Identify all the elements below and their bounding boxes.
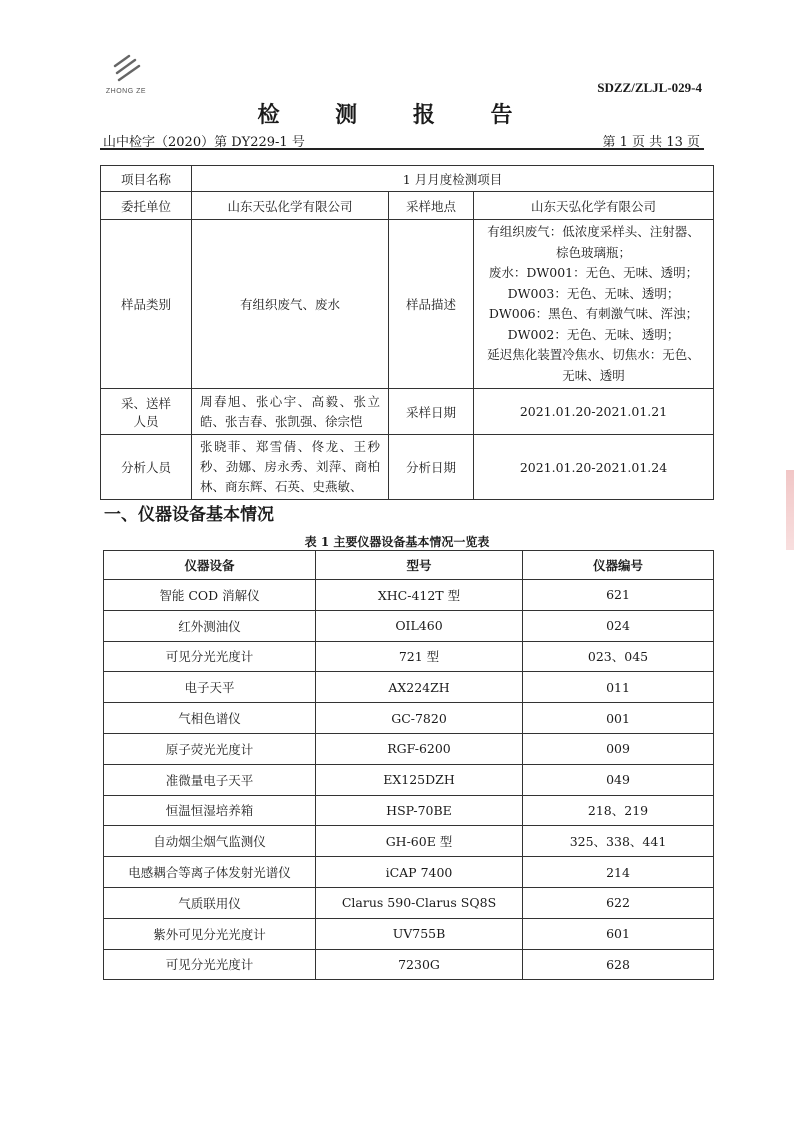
- table-row: [104, 918, 714, 949]
- device-name-cell: 可见分光光度计: [104, 641, 316, 672]
- project-label: 项目名称: [101, 166, 192, 192]
- device-number-cell: 011: [523, 672, 714, 703]
- project-value: 1 月月度检测项目: [192, 166, 714, 192]
- model-cell: Clarus 590-Clarus SQ8S: [316, 887, 523, 918]
- desc-label: 样品描述: [389, 220, 474, 389]
- site-value: 山东天弘化学有限公司: [474, 192, 714, 220]
- client-label: 委托单位: [101, 192, 192, 220]
- table-row: [104, 580, 714, 611]
- table-row: [101, 389, 714, 435]
- model-cell: AX224ZH: [316, 672, 523, 703]
- device-number-cell: 214: [523, 857, 714, 888]
- device-name-cell: 紫外可见分光光度计: [104, 918, 316, 949]
- sampler-label-line: 采、送样: [120, 395, 171, 411]
- device-name-cell: 气质联用仪: [104, 887, 316, 918]
- table-row: [104, 703, 714, 734]
- report-number: 山中检字（2020）第 DY229-1 号: [103, 135, 305, 150]
- table-header-row: [104, 551, 714, 580]
- model-cell: 7230G: [316, 949, 523, 980]
- sampling-date-value: 2021.01.20-2021.01.21: [474, 389, 714, 435]
- device-number-cell: 023、045: [523, 641, 714, 672]
- analyst-value: 张晓菲、郑雪倩、佟龙、王秒秒、劲娜、房永秀、刘萍、商柏林、商东辉、石英、史燕敏、: [192, 435, 389, 500]
- model-cell: OIL460: [316, 610, 523, 641]
- table-row: [104, 795, 714, 826]
- header-device: 仪器设备: [104, 551, 316, 580]
- device-name-cell: 电感耦合等离子体发射光谱仪: [104, 857, 316, 888]
- sample-description: [474, 220, 714, 389]
- category-value: 有组织废气、废水: [192, 220, 389, 389]
- sampling-date-label: 采样日期: [389, 389, 474, 435]
- seal-stamp-edge: [786, 470, 794, 550]
- device-name-cell: 智能 COD 消解仪: [104, 580, 316, 611]
- equipment-table: [103, 550, 714, 980]
- desc-line: DW002：无色、无味、透明；: [507, 326, 680, 342]
- device-number-cell: 009: [523, 733, 714, 764]
- model-cell: XHC-412T 型: [316, 580, 523, 611]
- table-caption: 表 1 主要仪器设备基本情况一览表: [304, 535, 490, 549]
- header-divider: [100, 148, 704, 150]
- page-title: 检 测 报 告: [257, 102, 537, 128]
- header-model: 型号: [316, 551, 523, 580]
- device-name-cell: 电子天平: [104, 672, 316, 703]
- model-cell: HSP-70BE: [316, 795, 523, 826]
- document-code: SDZZ/ZLJL-029-4: [597, 80, 702, 95]
- logo-text: ZHONG ZE: [105, 88, 147, 95]
- device-name-cell: 可见分光光度计: [104, 949, 316, 980]
- table-row: [101, 192, 714, 220]
- device-number-cell: 024: [523, 610, 714, 641]
- device-number-cell: 001: [523, 703, 714, 734]
- project-info-table: [100, 165, 714, 500]
- sampler-label: [101, 389, 192, 435]
- desc-line: DW003：无色、无味、透明；: [507, 285, 680, 301]
- table-row: [104, 641, 714, 672]
- device-name-cell: 准微量电子天平: [104, 764, 316, 795]
- client-value: 山东天弘化学有限公司: [192, 192, 389, 220]
- table-row: [104, 672, 714, 703]
- device-number-cell: 049: [523, 764, 714, 795]
- table-row: [104, 610, 714, 641]
- model-cell: GC-7820: [316, 703, 523, 734]
- desc-line: 延迟焦化装置冷焦水、切焦水：无色、: [487, 347, 700, 362]
- model-cell: GH-60E 型: [316, 826, 523, 857]
- table-row: [104, 887, 714, 918]
- device-number-cell: 628: [523, 949, 714, 980]
- desc-line: 无味、透明: [562, 367, 625, 383]
- section-heading: 一、仪器设备基本情况: [104, 505, 274, 525]
- table-row: [101, 220, 714, 389]
- analyst-label: 分析人员: [101, 435, 192, 500]
- device-number-cell: 325、338、441: [523, 826, 714, 857]
- device-name-cell: 气相色谱仪: [104, 703, 316, 734]
- analysis-date-value: 2021.01.20-2021.01.24: [474, 435, 714, 500]
- device-number-cell: 622: [523, 887, 714, 918]
- table-row: [104, 857, 714, 888]
- device-name-cell: 恒温恒湿培养箱: [104, 795, 316, 826]
- sampler-value: 周春旭、张心宇、高毅、张立皓、张吉春、张凯强、徐宗恺: [192, 389, 389, 435]
- table-row: [101, 166, 714, 192]
- analysis-date-label: 分析日期: [389, 435, 474, 500]
- equipment-table-body: [104, 580, 714, 980]
- device-name-cell: 红外测油仪: [104, 610, 316, 641]
- device-name-cell: 原子荧光光度计: [104, 733, 316, 764]
- site-label: 采样地点: [389, 192, 474, 220]
- logo-mark-icon: [109, 52, 143, 86]
- category-label: 样品类别: [101, 220, 192, 389]
- device-number-cell: 621: [523, 580, 714, 611]
- company-logo: [100, 52, 152, 95]
- table-row: [104, 764, 714, 795]
- model-cell: iCAP 7400: [316, 857, 523, 888]
- model-cell: UV755B: [316, 918, 523, 949]
- model-cell: RGF-6200: [316, 733, 523, 764]
- table-row: [104, 949, 714, 980]
- table-row: [104, 733, 714, 764]
- desc-line: 废水：DW001：无色、无味、透明；: [488, 265, 699, 280]
- page-info: 第 1 页 共 13 页: [602, 135, 700, 150]
- sampler-label-line: 人员: [133, 413, 159, 429]
- device-name-cell: 自动烟尘烟气监测仪: [104, 826, 316, 857]
- device-number-cell: 601: [523, 918, 714, 949]
- desc-line: 有组织废气：低浓度采样头、注射器、: [487, 224, 700, 239]
- table-row: [104, 826, 714, 857]
- model-cell: 721 型: [316, 641, 523, 672]
- desc-line: 棕色玻璃瓶；: [555, 244, 631, 260]
- device-number-cell: 218、219: [523, 795, 714, 826]
- table-row: [101, 435, 714, 500]
- header-number: 仪器编号: [523, 551, 714, 580]
- desc-line: DW006：黑色、有刺激气味、浑浊；: [488, 306, 699, 321]
- model-cell: EX125DZH: [316, 764, 523, 795]
